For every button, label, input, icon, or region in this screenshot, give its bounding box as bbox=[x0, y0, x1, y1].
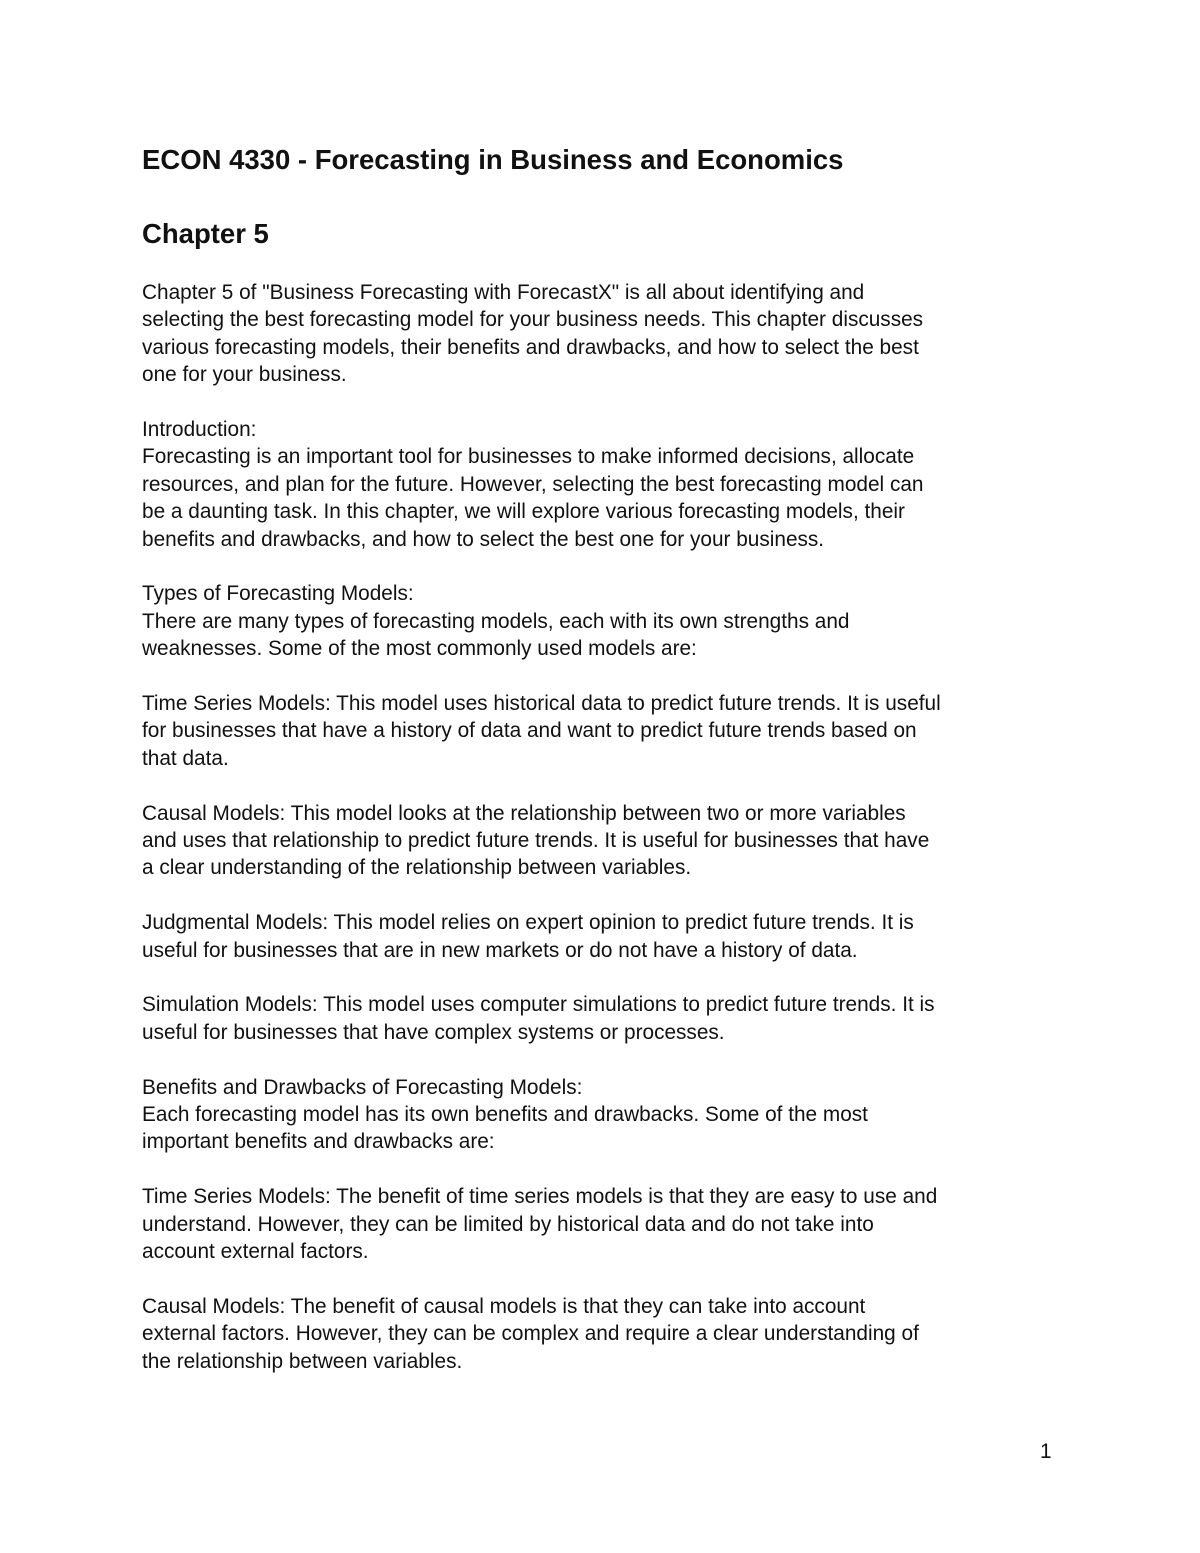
paragraph-causal-models: Causal Models: This model looks at the relationship between two or more variables and uses that relationship to predict future trends. It is useful for businesses that have a clear understanding of the relationship between variables. bbox=[142, 801, 930, 880]
paragraph-types-of-models: Types of Forecasting Models: There are many types of forecasting models, each with its own strengths and weaknesses. Some of the most commonly used models are: bbox=[142, 582, 850, 661]
paragraph-time-series-models: Time Series Models: This model uses historical data to predict future trends. It is useful for businesses that have a history of data and want to predict future trends based on that data. bbox=[142, 692, 941, 770]
paragraph-time-series-benefits: Time Series Models: The benefit of time series models is that they are easy to use and understand. However, they can be limited by historical data and do not take into account external factors. bbox=[142, 1185, 938, 1264]
body-text bbox=[142, 279, 1067, 1375]
paragraph-causal-benefits: Causal Models: The benefit of causal models is that they can take into account external factors. However, they can be complex and require a clear understanding of the relationship between variables. bbox=[142, 1294, 919, 1373]
chapter-heading: Chapter 5 bbox=[142, 218, 269, 249]
paragraph-simulation-models: Simulation Models: This model uses computer simulations to predict future trends. It is useful for businesses that have complex systems or processes. bbox=[142, 993, 935, 1044]
page-content bbox=[142, 140, 1067, 1375]
document-title: ECON 4330 - Forecasting in Business and Economics bbox=[142, 144, 844, 175]
paragraph-intro-summary: Chapter 5 of "Business Forecasting with ForecastX" is all about identifying and selecting the best forecasting model for your business needs. This chapter discusses various forecasting models, their benefits and drawbacks, and how to select the best one for your business. bbox=[142, 281, 924, 387]
page-number: 1 bbox=[1040, 1440, 1052, 1463]
paragraph-introduction: Introduction: Forecasting is an important tool for businesses to make informed decisions, allocate resources, and plan for the future. However, selecting the best forecasting model can be a daunting task. In this chapter, we will explore various forecasting models, their benefits and drawbacks, and how to select the best one for your business. bbox=[142, 418, 924, 551]
paragraph-judgmental-models: Judgmental Models: This model relies on expert opinion to predict future trends. It is useful for businesses that are in new markets or do not have a history of data. bbox=[142, 911, 914, 962]
paragraph-benefits-drawbacks: Benefits and Drawbacks of Forecasting Models: Each forecasting model has its own benefits and drawbacks. Some of the most important benefits and drawbacks are: bbox=[142, 1075, 868, 1154]
